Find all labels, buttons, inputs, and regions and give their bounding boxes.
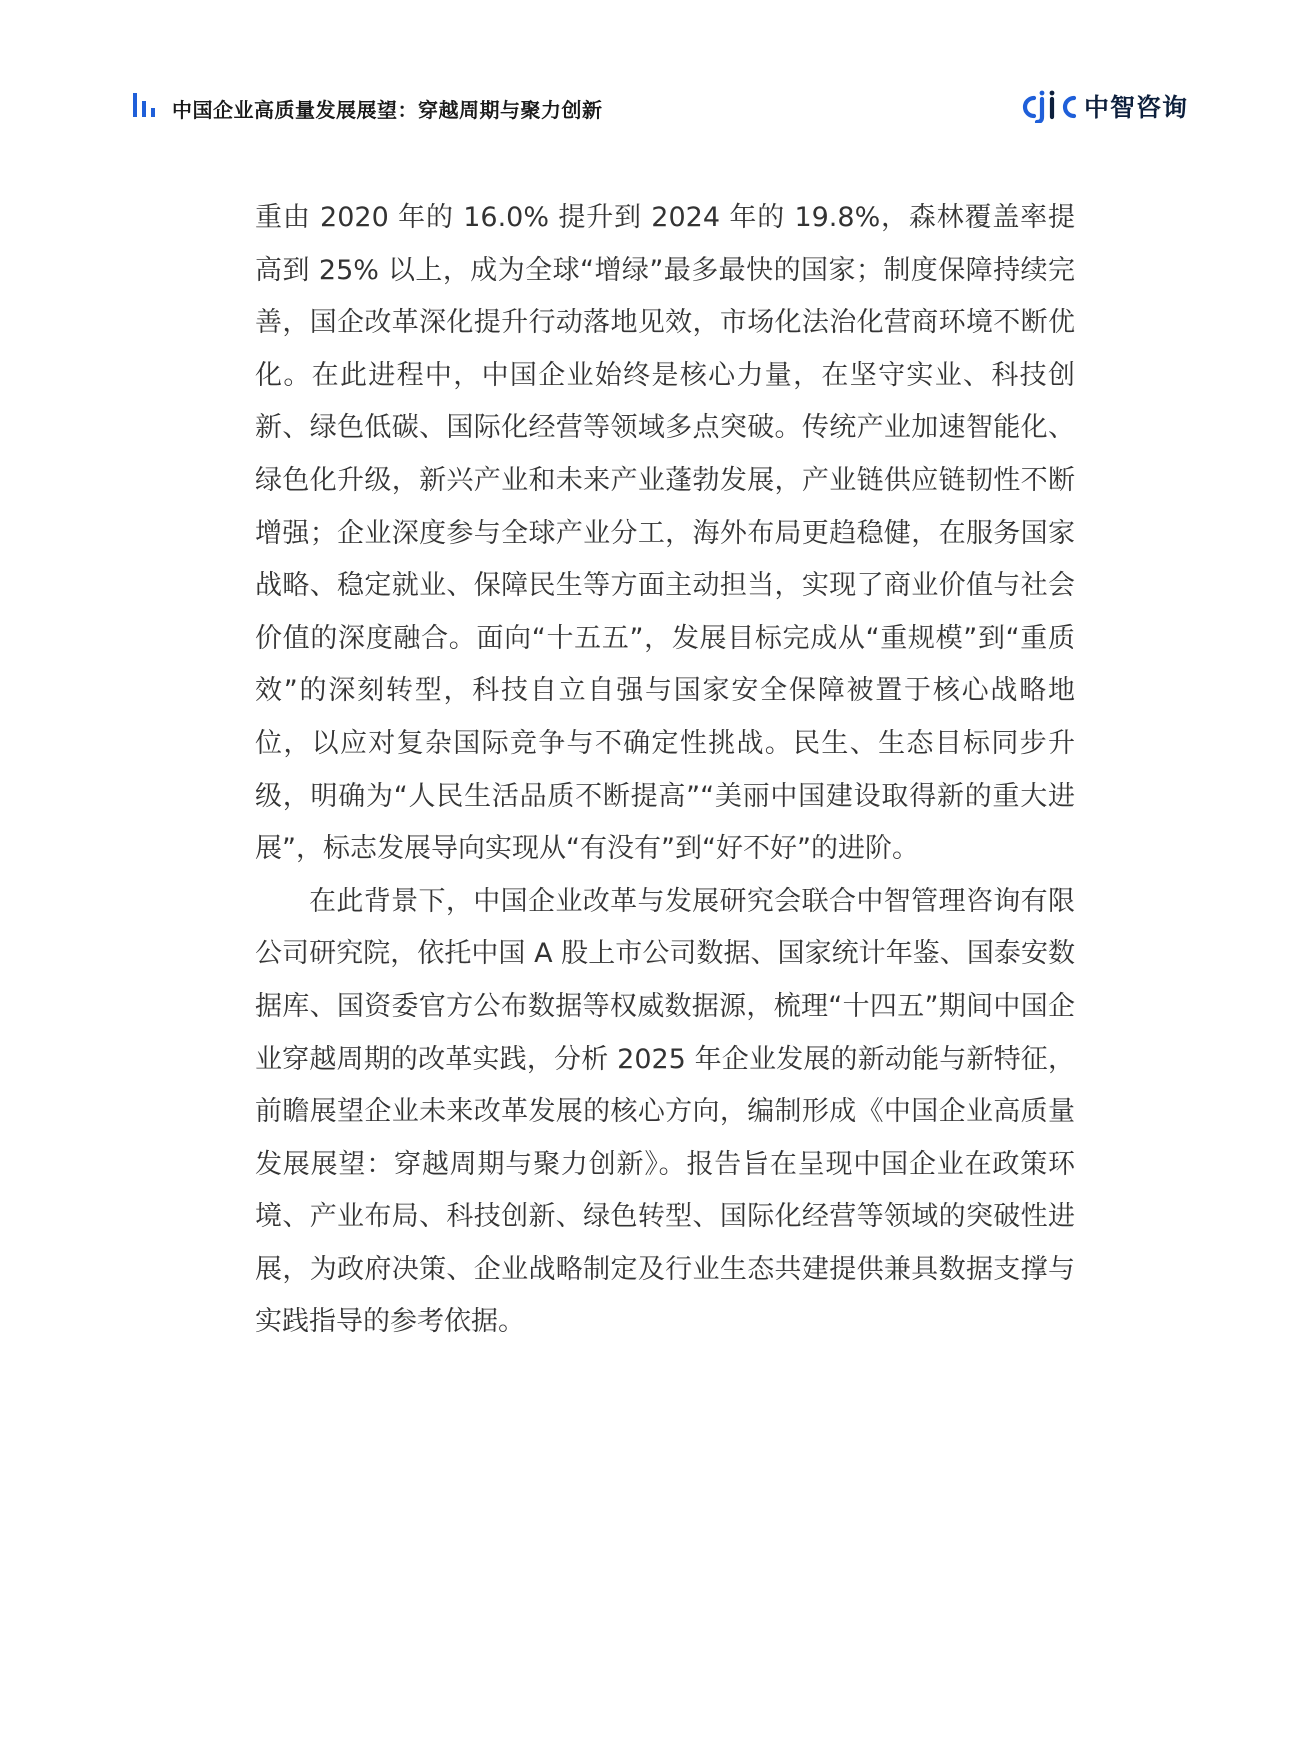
- paragraph: 在此背景下，中国企业改革与发展研究会联合中智管理咨询有限公司研究院，依托中国 A 股上市公司数据、国家统计年鉴、国泰安数据库、国资委官方公布数据等权威数据源，梳理“十四五”期间中国企业穿越周期的改革实践，分析 2025 年企业发展的新动能与新特征，前瞻展望企业未来改革发展的核心方向，编制形成《中国企业高质量发展展望：穿越周期与聚力创新》。报告旨在呈现中国企业在政策环境、产业布局、科技创新、绿色转型、国际化经营等领域的突破性进展，为政府决策、企业战略制定及行业生态共建提供兼具数据支撑与实践指导的参考依据。: [255, 885, 1075, 1338]
- company-logo: [1020, 88, 1188, 124]
- logo-name: 中智咨询: [1084, 93, 1189, 122]
- cjic-logo-icon: [1020, 89, 1080, 123]
- document-title: 中国企业高质量发展展望：穿越周期与聚力创新: [172, 98, 603, 122]
- page-header: [0, 0, 1314, 160]
- paragraph: 重由 2020 年的 16.0% 提升到 2024 年的 19.8%，森林覆盖率提高到 25% 以上，成为全球“增绿”最多最快的国家；制度保障持续完善，国企改革深化提升行动落地见效，市场化法治化营商环境不断优化。在此进程中，中国企业始终是核心力量，在坚守实业、科技创新、绿色低碳、国际化经营等领域多点突破。传统产业加速智能化、绿色化升级，新兴产业和未来产业蓬勃发展，产业链供应链韧性不断增强；企业深度参与全球产业分工，海外布局更趋稳健，在服务国家战略、稳定就业、保障民生等方面主动担当，实现了商业价值与社会价值的深度融合。面向“十五五”，发展目标完成从“重规模”到“重质效”的深刻转型，科技自立自强与国家安全保障被置于核心战略地位，以应对复杂国际竞争与不确定性挑战。民生、生态目标同步升级，明确为“人民生活品质不断提高”“美丽中国建设取得新的重大进展”，标志发展导向实现从“有没有”到“好不好”的进阶。: [255, 202, 1075, 865]
- body-text: [255, 192, 1075, 1349]
- bar-chart-icon: [133, 93, 159, 117]
